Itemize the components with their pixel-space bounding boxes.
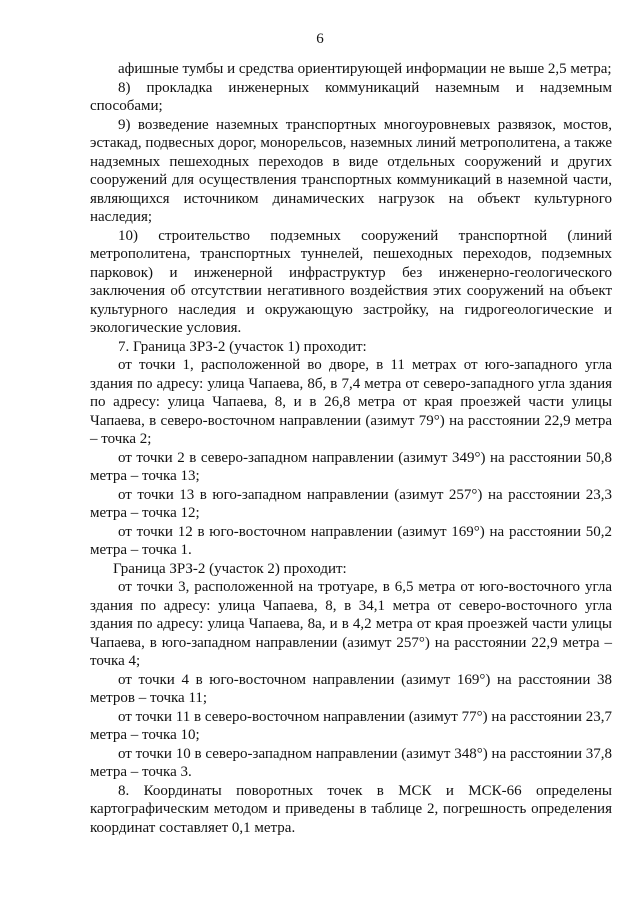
paragraph: от точки 4 в юго-восточном направлении (азимут 169°) на расстоянии 38 метров – точка 11;	[90, 671, 612, 706]
section-heading: Граница ЗРЗ-2 (участок 2) проходит:	[113, 560, 347, 577]
paragraph: от точки 13 в юго-западном направлении (азимут 257°) на расстоянии 23,3 метра – точка 12;	[90, 486, 612, 521]
paragraph: от точки 3, расположенной на тротуаре, в 6,5 метра от юго-восточного угла здания по адресу: улица Чапаева, 8, в 34,1 метра от северо-восточного угла здания по адресу: улица Чапаева, 8а, и в 4,2 метра от края проезжей части улицы Чапаева, в юго-западном направлении (азимут 257°) на расстоянии 22,9 метра – точка 4;	[90, 579, 612, 669]
paragraph: 9) возведение наземных транспортных многоуровневых развязок, мостов, эстакад, подвесных дорог, монорельсов, наземных линий метрополитена, а также надземных пешеходных переходов в виде отдельных сооружений и других сооружений для осуществления транспортных коммуникаций в наземной части, являющихся источником динамических нагрузок на объект культурного наследия;	[90, 116, 612, 225]
paragraph: от точки 1, расположенной во дворе, в 11 метрах от юго-западного угла здания по адресу: улица Чапаева, 8б, в 7,4 метра от северо-западного угла здания по адресу: улица Чапаева, 8, и в 26,8 метра от края проезжей части улицы Чапаева, в северо-восточном направлении (азимут 79°) на расстоянии 22,9 метра – точка 2;	[90, 357, 612, 447]
page-number: 6	[316, 31, 324, 47]
document-body	[90, 60, 612, 837]
paragraph: 8) прокладка инженерных коммуникаций наземным и надземным способами;	[90, 79, 612, 114]
paragraph: от точки 2 в северо-западном направлении (азимут 349°) на расстоянии 50,8 метра – точка 13;	[90, 449, 612, 484]
paragraph: афишные тумбы и средства ориентирующей информации не выше 2,5 метра;	[118, 61, 612, 77]
paragraph: 8. Координаты поворотных точек в МСК и МСК-66 определены картографическим методом и приведены в таблице 2, погрешность определения координат составляет 0,1 метра.	[90, 782, 612, 836]
paragraph: 10) строительство подземных сооружений транспортной (линий метрополитена, транспортных туннелей, пешеходных переходов, подземных парковок) и инженерной инфраструктур без инженерно-геологического заключения об отсутствии негативного воздействия этих сооружений на объект культурного наследия и окружающую застройку, на гидрогеологические и экологические условия.	[90, 227, 612, 336]
section-heading: 7. Граница ЗРЗ-2 (участок 1) проходит:	[118, 338, 367, 355]
paragraph: от точки 12 в юго-восточном направлении (азимут 169°) на расстоянии 50,2 метра – точка 1.	[90, 523, 612, 558]
paragraph: от точки 10 в северо-западном направлении (азимут 348°) на расстоянии 37,8 метра – точка 3.	[90, 745, 612, 780]
paragraph: от точки 11 в северо-восточном направлении (азимут 77°) на расстоянии 23,7 метра – точка 10;	[90, 708, 612, 743]
